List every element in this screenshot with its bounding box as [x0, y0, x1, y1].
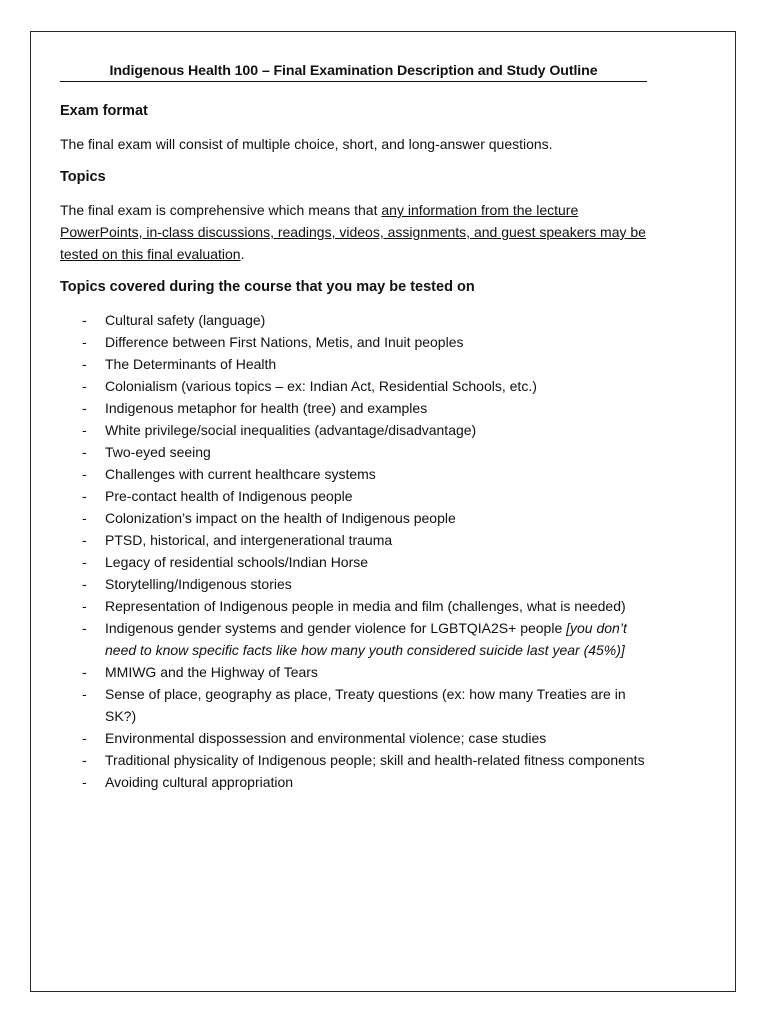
list-item-text: Sense of place, geography as place, Treaty questions (ex: how many Treaties are in SK?)	[105, 686, 626, 724]
list-item	[60, 353, 650, 375]
list-item	[60, 485, 650, 507]
list-dash: -	[82, 576, 87, 592]
topics-paragraph	[60, 199, 650, 265]
list-item	[60, 771, 650, 793]
list-item	[60, 397, 650, 419]
exam-format-text: The final exam will consist of multiple choice, short, and long-answer questions.	[60, 136, 553, 152]
gender-note: [you don’t need to know specific facts like how many youth considered suicide last year (45%)]	[105, 620, 627, 658]
list-item-text: Two-eyed seeing	[105, 444, 211, 460]
list-item-text: White privilege/social inequalities (advantage/disadvantage)	[105, 422, 477, 438]
list-dash: -	[82, 334, 87, 350]
list-item-text: Storytelling/Indigenous stories	[105, 576, 292, 592]
topics-text-after: .	[240, 246, 245, 262]
list-dash: -	[82, 444, 87, 460]
list-item	[60, 309, 650, 331]
list-item-text: Colonization’s impact on the health of Indigenous people	[105, 510, 456, 526]
list-item	[60, 573, 650, 595]
list-dash: -	[82, 510, 87, 526]
list-dash: -	[82, 620, 87, 636]
list-item-text: Environmental dispossession and environmental violence; case studies	[105, 730, 547, 746]
exam-format-heading: Exam format	[60, 103, 148, 119]
list-item-text: MMIWG and the Highway of Tears	[105, 664, 318, 680]
covered-heading: Topics covered during the course that you may be tested on	[60, 279, 475, 295]
list-item	[60, 727, 650, 749]
document-body	[60, 100, 650, 793]
list-dash: -	[82, 730, 87, 746]
list-item	[60, 749, 650, 771]
list-item-text: Representation of Indigenous people in media and film (challenges, what is needed)	[105, 598, 626, 614]
list-item	[60, 683, 650, 727]
list-dash: -	[82, 598, 87, 614]
list-item-text: Traditional physicality of Indigenous people; skill and health-related fitness components	[105, 752, 645, 768]
list-item-text: PTSD, historical, and intergenerational trauma	[105, 532, 393, 548]
list-item	[60, 617, 650, 661]
list-dash: -	[82, 312, 87, 328]
list-item	[60, 463, 650, 485]
list-item	[60, 441, 650, 463]
list-item	[60, 551, 650, 573]
list-dash: -	[82, 664, 87, 680]
document-title: Indigenous Health 100 – Final Examination Description and Study Outline	[109, 63, 598, 79]
topics-list	[60, 309, 650, 793]
list-item	[60, 661, 650, 683]
list-item	[60, 375, 650, 397]
list-item-text: Colonialism (various topics – ex: Indian Act, Residential Schools, etc.)	[105, 378, 537, 394]
topics-text-before: The final exam is comprehensive which means that	[60, 202, 382, 218]
list-dash: -	[82, 356, 87, 372]
list-dash: -	[82, 554, 87, 570]
list-dash: -	[82, 378, 87, 394]
list-item-text: Indigenous metaphor for health (tree) and examples	[105, 400, 428, 416]
list-dash: -	[82, 422, 87, 438]
list-item-text: Pre-contact health of Indigenous people	[105, 488, 353, 504]
list-item	[60, 419, 650, 441]
list-item-text: Challenges with current healthcare systems	[105, 466, 376, 482]
title-container	[60, 63, 647, 82]
list-item-text: Difference between First Nations, Metis, and Inuit peoples	[105, 334, 464, 350]
list-dash: -	[82, 400, 87, 416]
list-item-text: Indigenous gender systems and gender violence for LGBTQIA2S+ people	[105, 620, 567, 636]
list-item-text: Avoiding cultural appropriation	[105, 774, 294, 790]
topics-heading: Topics	[60, 169, 106, 185]
list-item-text: Legacy of residential schools/Indian Horse	[105, 554, 369, 570]
list-dash: -	[82, 774, 87, 790]
list-item	[60, 331, 650, 353]
list-dash: -	[82, 532, 87, 548]
list-dash: -	[82, 686, 87, 702]
list-dash: -	[82, 466, 87, 482]
list-item	[60, 507, 650, 529]
list-dash: -	[82, 752, 87, 768]
topics-text-underlined: any information from the lecture PowerPoints, in-class discussions, readings, videos, assignments, and guest speakers may be tested on this final evaluation	[60, 202, 646, 262]
list-item-text: Cultural safety (language)	[105, 312, 266, 328]
list-item-text: The Determinants of Health	[105, 356, 277, 372]
list-item	[60, 529, 650, 551]
list-dash: -	[82, 488, 87, 504]
list-item	[60, 595, 650, 617]
